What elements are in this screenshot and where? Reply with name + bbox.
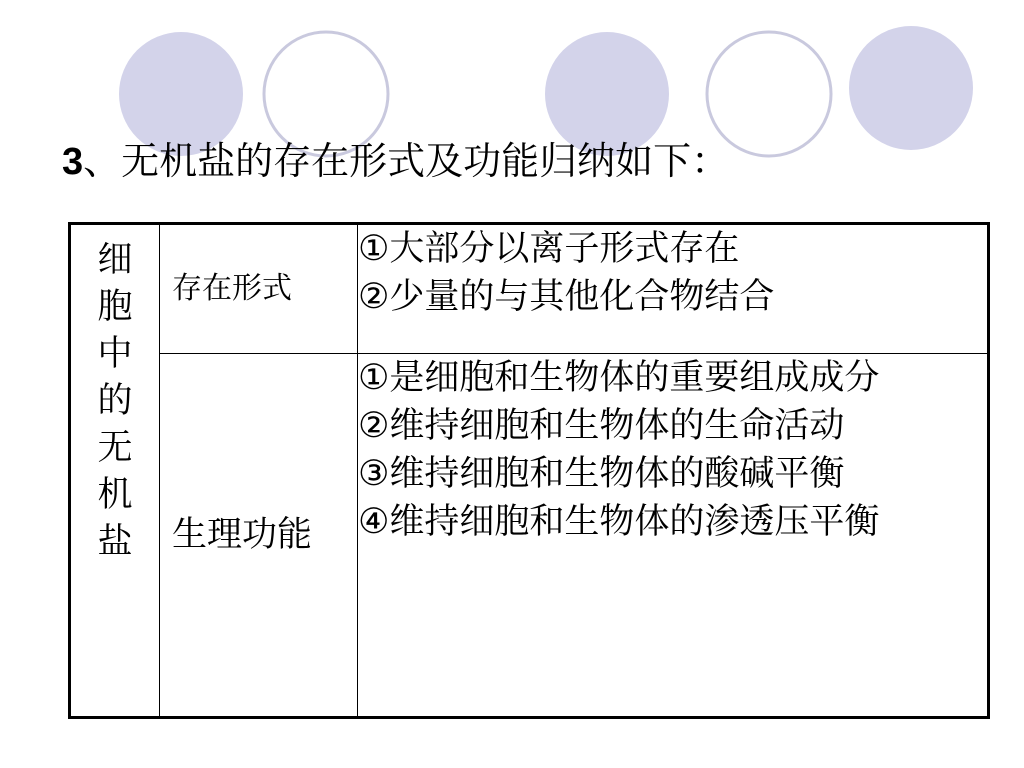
function-item-4: ④维持细胞和生物体的渗透压平衡 <box>358 502 880 542</box>
category-cell-form <box>160 224 358 354</box>
inorganic-salt-table <box>68 222 990 719</box>
title-text: 、无机盐的存在形式及功能归纳如下： <box>83 139 730 183</box>
table-row-form <box>70 224 989 354</box>
category-label-function: 生理功能 <box>172 515 313 555</box>
row-header-cell <box>70 224 160 718</box>
description-cell-function <box>358 354 989 718</box>
title-number: 3 <box>62 141 84 183</box>
category-cell-function <box>160 354 358 718</box>
slide-title <box>62 136 729 187</box>
function-item-2: ②维持细胞和生物体的生命活动 <box>358 406 845 446</box>
row-header-text: 细胞中的无机盐 <box>97 240 133 562</box>
function-item-3: ③维持细胞和生物体的酸碱平衡 <box>358 454 845 494</box>
filled-circle-3 <box>849 26 973 150</box>
form-item-1: ①大部分以离子形式存在 <box>358 229 740 269</box>
function-item-1: ①是细胞和生物体的重要组成成分 <box>358 358 880 398</box>
description-cell-form <box>358 224 989 354</box>
table-row-function <box>70 354 989 718</box>
category-label-form: 存在形式 <box>172 271 292 306</box>
form-item-2: ②少量的与其他化合物结合 <box>358 277 775 317</box>
